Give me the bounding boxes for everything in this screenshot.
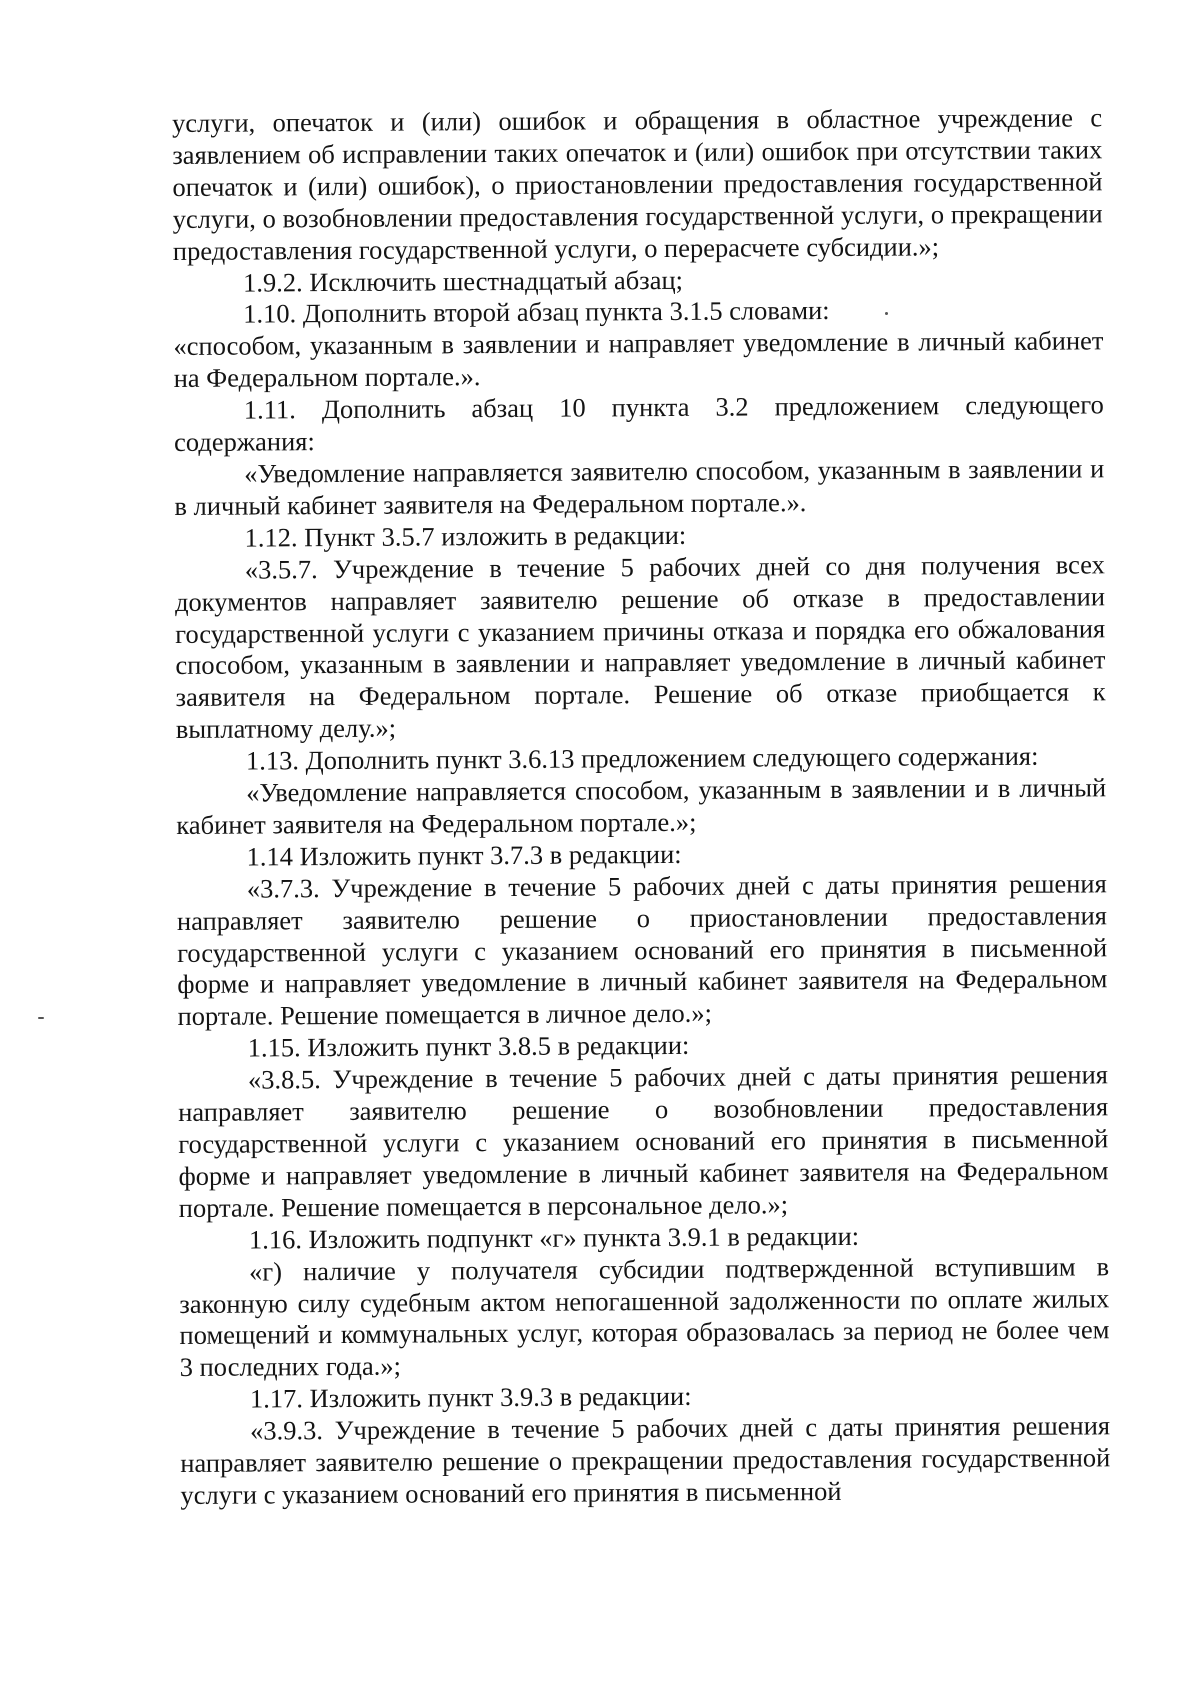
scan-speck — [38, 1017, 44, 1019]
paragraph: 1.9.2. Исключить шестнадцатый абзац; — [242, 264, 684, 298]
paragraph: «способом, указанным в заявлении и направляет уведомление в личный кабинет на Федеральном портале.». — [173, 325, 1104, 394]
paragraph: 1.11. Дополнить абзац 10 пункта 3.2 предложением следующего содержания: — [173, 389, 1104, 458]
paragraph: «3.9.3. Учреждение в течение 5 рабочих дней с даты принятия решения направляет заявителю решение о прекращении предоставления государственной услуги с указанием оснований его принятия в письменной — [180, 1410, 1111, 1510]
paragraph: «г) наличие у получателя субсидии подтвержденной вступившим в законную силу судебным актом непогашенной задолженности по оплате жилых помещений и коммунальных услуг, которая образовалась за период не более чем 3 последних года.»; — [179, 1250, 1110, 1383]
paragraph: 1.10. Дополнить второй абзац пункта 3.1.5 словами: — [243, 295, 830, 330]
paragraph: 1.15. Изложить пункт 3.8.5 в редакции: — [247, 1030, 690, 1063]
paragraph: 1.17. Изложить пункт 3.9.3 в редакции: — [249, 1381, 692, 1414]
paragraph: «Уведомление направляется заявителю способом, указанным в заявлении и в личный кабинет заявителя на Федеральном портале.». — [174, 453, 1105, 521]
paragraph: 1.14 Изложить пункт 3.7.3 в редакции: — [246, 838, 682, 872]
paragraph: 1.13. Дополнить пункт 3.6.13 предложением следующего содержания: — [245, 740, 1039, 776]
paragraph: услуги, опечаток и (или) ошибок и обращения в областное учреждение с заявлением об исправлении таких опечаток и (или) ошибок при отсутствии таких опечаток и (или) ошибок), о приостановлении предоставления государственной услуги, о возобновлении предоставления государственной услуги, о прекращении предоставления государственной услуги, о перерасчете субсидии.»; — [172, 102, 1103, 266]
document-body — [172, 102, 1111, 1512]
paragraph: «3.7.3. Учреждение в течение 5 рабочих дней с даты принятия решения направляет заявителю решение о приостановлении предоставления государственной услуги с указанием оснований его принятия в письменной форме и направляет уведомление в личный кабинет заявителя на Федеральном портале. Решение помещается в личное дело.»; — [176, 868, 1108, 1032]
paragraph: 1.16. Изложить подпункт «г» пункта 3.9.1 в редакции: — [248, 1220, 860, 1255]
paragraph: «3.5.7. Учреждение в течение 5 рабочих дней со дня получения всех документов направляет заявителю решение об отказе в предоставлении государственной услуги с указанием причины отказа и порядка его обжалования способом, указанным в заявлении и направляет уведомление в личный кабинет заявителя на Федеральном портале. Решение об отказе приобщается к выплатному делу.»; — [174, 548, 1106, 745]
paragraph: «Уведомление направляется способом, указанным в заявлении и в личный кабинет заявителя на Федеральном портале.»; — [176, 772, 1107, 840]
paragraph: «3.8.5. Учреждение в течение 5 рабочих дней с даты принятия решения направляет заявителю решение о возобновлении предоставления государственной услуги с указанием оснований его принятия в письменной форме и направляет уведомление в личный кабинет заявителя на Федеральном портале. Решение помещается в персональное дело.»; — [178, 1059, 1109, 1223]
paragraph: 1.12. Пункт 3.5.7 изложить в редакции: — [244, 519, 687, 553]
scan-speck — [885, 312, 888, 315]
